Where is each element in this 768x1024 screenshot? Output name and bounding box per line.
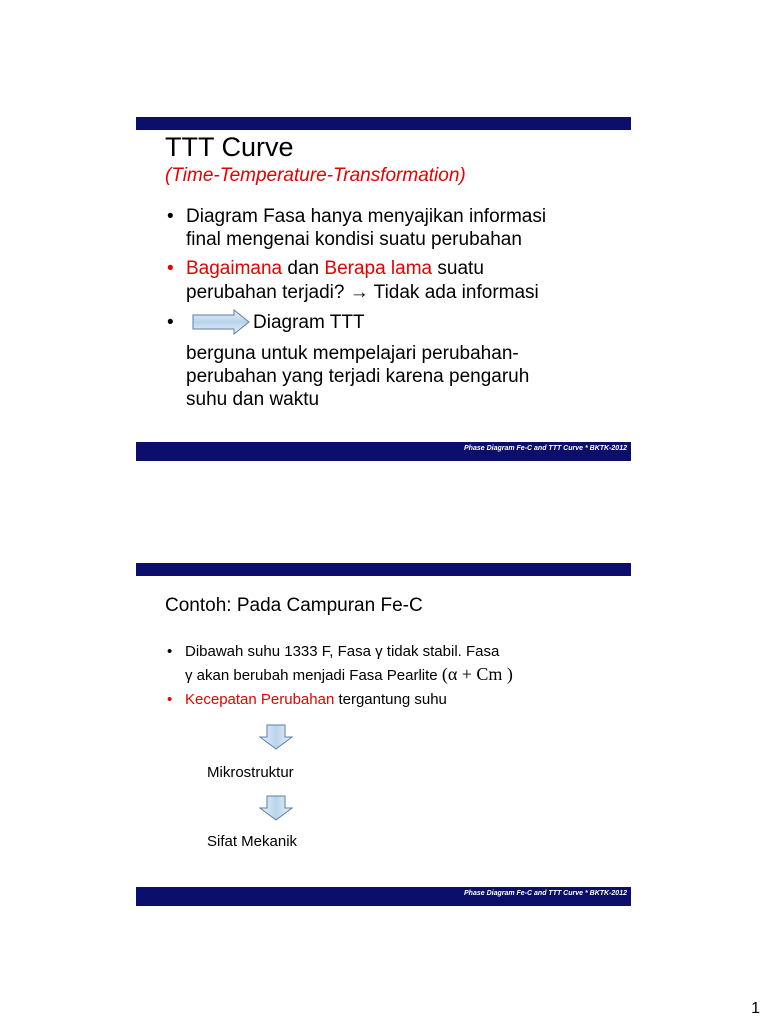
highlight-bagaimana: Bagaimana xyxy=(186,258,283,279)
slide1-b3-label: Diagram TTT xyxy=(253,312,365,333)
slide1-b2-line1 xyxy=(186,256,484,282)
right-arrow-icon xyxy=(192,309,250,335)
step-mikrostruktur: Mikrostruktur xyxy=(207,764,294,781)
slide1-title: TTT Curve xyxy=(165,132,294,162)
highlight-kecepatan: Kecepatan Perubahan xyxy=(185,691,335,708)
slide1-b3-line3: perubahan yang terjadi karena pengaruh xyxy=(186,366,530,387)
slide2-footer-bar xyxy=(136,887,631,906)
slide1-top-bar xyxy=(136,117,631,130)
slide2-heading: Contoh: Pada Campuran Fe-C xyxy=(165,595,423,616)
b1-line2-text: γ akan berubah menjadi Fasa Pearlite xyxy=(185,667,442,684)
slide1-footer-bar xyxy=(136,442,631,461)
slide1-footer-text: Phase Diagram Fe-C and TTT Curve * BKTK-2012 xyxy=(464,445,627,452)
down-arrow-icon-2 xyxy=(259,795,293,821)
slide1-subtitle: (Time-Temperature-Transformation) xyxy=(165,165,466,186)
slide2-b2-line xyxy=(185,688,447,711)
slide2-top-bar xyxy=(136,563,631,576)
slide1-b2-line2: perubahan terjadi? → Tidak ada informasi xyxy=(186,282,539,303)
bullet-1: • xyxy=(167,206,174,227)
slide1-b1-line2: final mengenai kondisi suatu perubahan xyxy=(186,229,522,250)
step-sifat-mekanik: Sifat Mekanik xyxy=(207,833,298,850)
b2-mid-text: dan xyxy=(282,258,325,279)
highlight-berapa-lama: Berapa lama xyxy=(324,258,433,279)
page-number: 1 xyxy=(751,1000,760,1017)
bullet-4: • xyxy=(167,643,173,660)
slide2-b1-line2 xyxy=(185,663,513,687)
b2-end-text-2: tergantung suhu xyxy=(334,691,447,708)
slide1-b3-line4: suhu dan waktu xyxy=(186,389,320,410)
bullet-2: • xyxy=(167,258,174,279)
bullet-3: • xyxy=(167,312,174,333)
b2-end-text: suatu xyxy=(432,258,484,279)
bullet-5: • xyxy=(167,691,173,708)
slide2-footer-text: Phase Diagram Fe-C and TTT Curve * BKTK-2012 xyxy=(464,890,627,897)
slide2-b1-line1: Dibawah suhu 1333 F, Fasa γ tidak stabil. Fasa xyxy=(185,643,500,660)
slide1-b3-line2: berguna untuk mempelajari perubahan- xyxy=(186,343,519,364)
down-arrow-icon-1 xyxy=(259,724,293,750)
formula-alpha-cm: (α + Cm ) xyxy=(441,664,513,684)
slide1-b1-line1: Diagram Fasa hanya menyajikan informasi xyxy=(186,206,547,227)
